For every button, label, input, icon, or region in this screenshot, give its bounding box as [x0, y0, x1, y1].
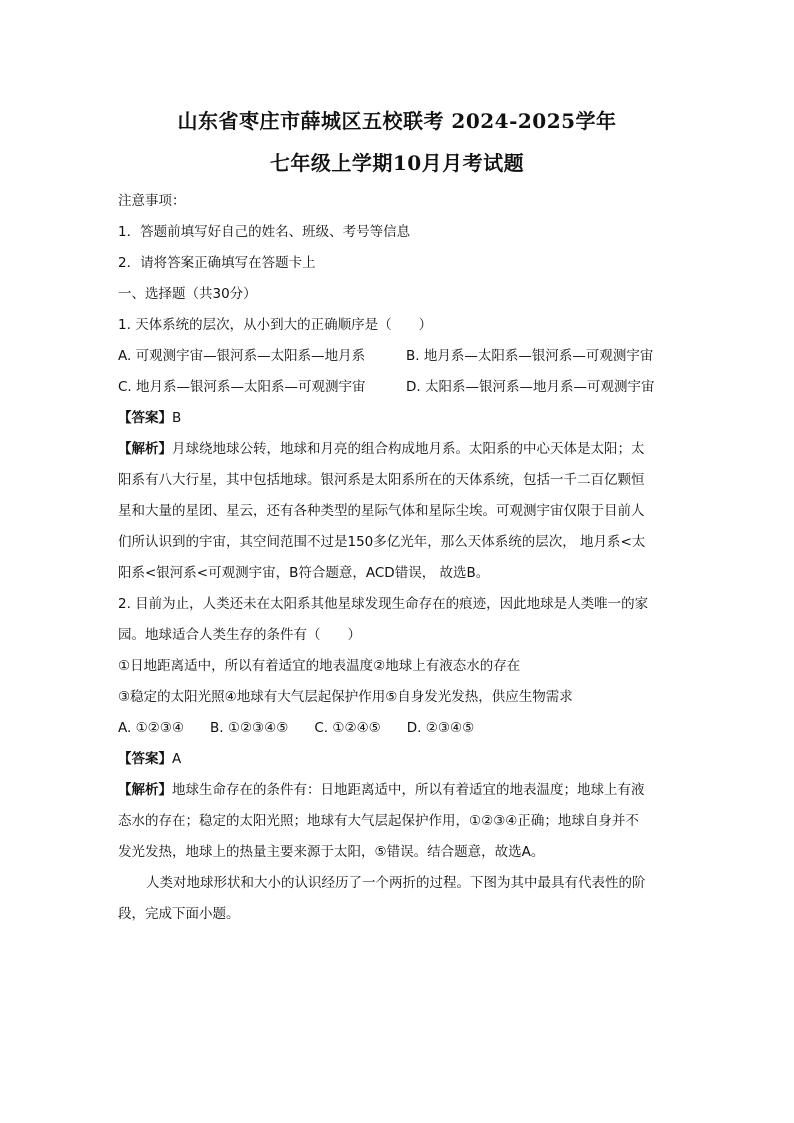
q2-option-a: A. ①②③④: [118, 720, 184, 736]
q2-analysis-line: [118, 775, 678, 806]
q1-stem: 1. 天体系统的层次，从小到大的正确顺序是（ ）: [118, 317, 433, 333]
notes-heading: 注意事项：: [118, 193, 186, 209]
q1-answer-value: B: [172, 410, 182, 426]
q2-analysis-line: 态水的存在；稳定的太阳光照；地球有大气层起保护作用，①②③④正确；地球自身并不: [118, 813, 639, 829]
q1-answer: [118, 403, 678, 434]
exam-title-line-2: 七年级上学期10月月考试题: [269, 151, 525, 175]
q1-analysis-line: 阳系有八大行星，其中包括地球。银河系是太阳系所在的天体系统，包括一千二百亿颗恒: [118, 472, 645, 488]
q2-analysis-label: 【解析】: [118, 782, 172, 798]
q2-option-d: D. ②③④⑤: [406, 720, 475, 736]
exam-title-line-1: 山东省枣庄市薛城区五校联考 2024-2025学年: [177, 109, 617, 133]
q1-answer-label: 【答案】: [118, 410, 172, 426]
q1-option-d: D. 太阳系—银河系—地月系—可观测宇宙: [406, 379, 655, 395]
q2-answer: [118, 744, 678, 775]
group-intro-line-2: 段，完成下面小题。: [118, 906, 240, 922]
q2-stem-line-1: 2. 目前为止，人类还未在太阳系其他星球发现生命存在的痕迹，因此地球是人类唯一的家: [118, 596, 649, 612]
exam-content: [118, 186, 678, 930]
q2-statement-line-1: ①日地距离适中，所以有着适宜的地表温度②地球上有液态水的存在: [118, 658, 521, 674]
q1-analysis-line: 星和大量的星团、星云，还有各种类型的星际气体和星际尘埃。可观测宇宙仅限于目前人: [118, 503, 645, 519]
notes-item-2: 2．请将答案正确填写在答题卡上: [118, 255, 316, 271]
q1-option-b: B. 地月系—太阳系—银河系—可观测宇宙: [406, 348, 654, 364]
q1-option-a: A. 可观测宇宙—银河系—太阳系—地月系: [118, 348, 366, 364]
q1-options-row-1: [118, 341, 678, 372]
q2-analysis-text: 地球生命存在的条件有：日地距离适中，所以有着适宜的地表温度；地球上有液: [172, 782, 645, 798]
q1-analysis-line: 阳系<银河系<可观测宇宙，B符合题意，ACD错误， 故选B。: [118, 565, 490, 581]
q2-options-row: [118, 713, 678, 744]
q2-analysis-line: 发光发热，地球上的热量主要来源于太阳，⑤错误。结合题意，故选A。: [118, 844, 545, 860]
q2-answer-label: 【答案】: [118, 751, 172, 767]
q2-stem-line-2: 园。地球适合人类生存的条件有（ ）: [118, 627, 361, 643]
q1-analysis-line: [118, 434, 678, 465]
q1-analysis-label: 【解析】: [118, 441, 172, 457]
q1-analysis-text: 月球绕地球公转，地球和月亮的组合构成地月系。太阳系的中心天体是太阳；太: [172, 441, 645, 457]
q2-option-b: B. ①②③④⑤: [210, 720, 289, 736]
q2-statement-line-2: ③稳定的太阳光照④地球有大气层起保护作用⑤自身发光发热，供应生物需求: [118, 689, 573, 705]
q1-analysis-line: 们所认识到的宇宙，其空间范围不过是150多亿光年，那么天体系统的层次， 地月系<太: [118, 534, 646, 550]
q1-options-row-2: [118, 372, 678, 403]
notes-item-1: 1．答题前填写好自己的姓名、班级、考号等信息: [118, 224, 411, 240]
q2-option-c: C. ①②④⑤: [314, 720, 381, 736]
section-heading: 一、选择题（共30分）: [118, 286, 257, 302]
q2-answer-value: A: [172, 751, 182, 767]
group-intro-line-1: 人类对地球形状和大小的认识经历了一个两折的过程。下图为其中最具有代表性的阶: [146, 875, 646, 891]
q1-option-c: C. 地月系—银河系—太阳系—可观测宇宙: [118, 379, 366, 395]
